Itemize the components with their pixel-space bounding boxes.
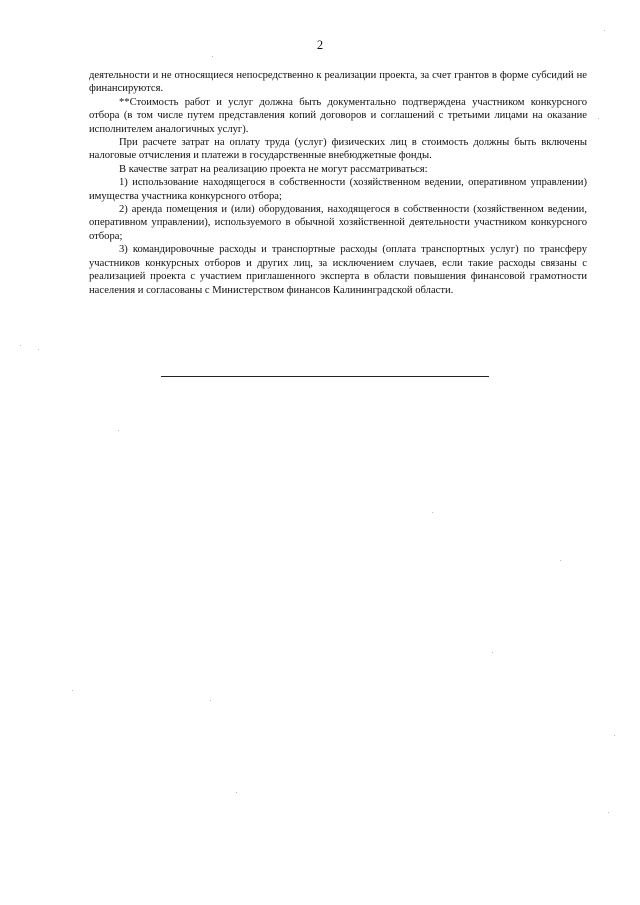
page-number: 2	[316, 38, 324, 52]
paragraph-labor-costs: При расчете затрат на оплату труда (услуг) физических лиц в стоимость должны быть включены налоговые отчисления и платежи в государственные внебюджетные фонды.	[89, 137, 587, 162]
scan-speck	[614, 735, 615, 736]
document-body	[89, 69, 587, 297]
list-item-1: 1) использование находящегося в собственности (хозяйственном ведении, оперативном управлении) имущества участника конкурсного отбора;	[89, 177, 587, 202]
scan-speck	[432, 512, 433, 513]
paragraph-excluded-costs-intro: В качестве затрат на реализацию проекта не могут рассматриваться:	[119, 163, 428, 175]
paragraph-continuation: деятельности и не относящиеся непосредственно к реализации проекта, за счет грантов в форме субсидий не финансируются.	[89, 70, 587, 95]
scan-speck	[20, 345, 21, 346]
list-item-2: 2) аренда помещения и (или) оборудования, находящегося в собственности (хозяйственном ведении, оперативном управлении), используемого в обычной хозяйственной деятельности участником конкурсного отбора;	[89, 204, 587, 242]
scan-speck	[118, 430, 119, 431]
scan-speck	[210, 700, 211, 701]
scan-speck	[608, 812, 609, 813]
scan-speck	[38, 349, 39, 350]
list-item-3: 3) командировочные расходы и транспортные расходы (оплата транспортных услуг) по трансферу участников конкурсных отборов и других лиц, за исключением случаев, если такие расходы связаны с реализацией проекта с участием приглашенного эксперта в области повышения финансовой грамотности населения и согласованы с Министерством финансов Калининградской области.	[89, 244, 587, 296]
scan-speck	[598, 118, 599, 119]
scan-speck	[212, 56, 213, 57]
paragraph-footnote-cost: **Стоимость работ и услуг должна быть документально подтверждена участником конкурсного отбора (в том числе путем представления копий договоров и соглашений с третьими лицами на оказание исполнителем аналогичных услуг).	[89, 96, 587, 135]
scan-speck	[492, 652, 493, 653]
scan-speck	[604, 30, 605, 31]
scan-speck	[560, 560, 561, 561]
scan-speck	[72, 690, 73, 691]
scan-speck	[236, 792, 237, 793]
end-divider-line	[161, 376, 489, 377]
